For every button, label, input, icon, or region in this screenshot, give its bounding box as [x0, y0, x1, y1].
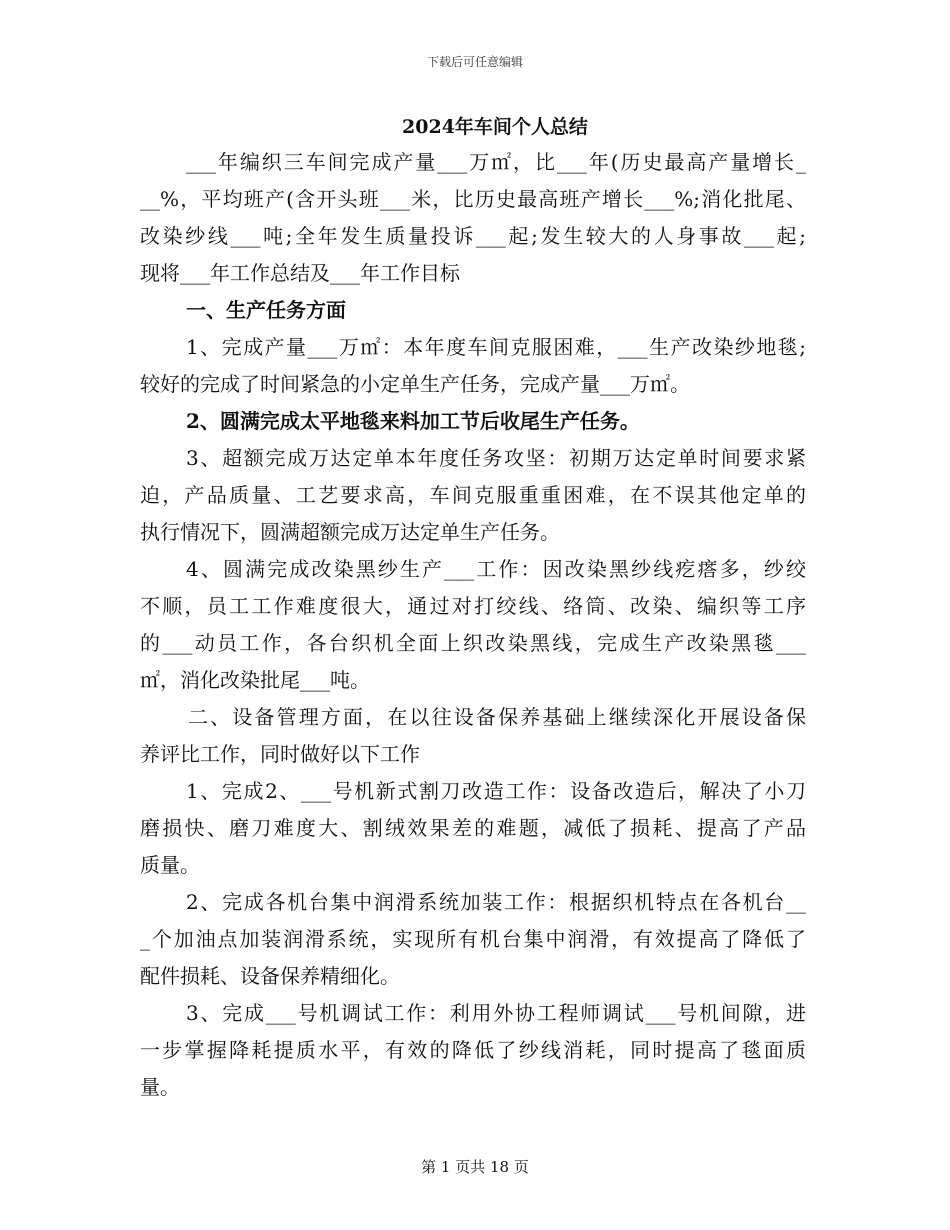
text-line: 迫，产品质量、工艺要求高，车间克服重重困难，在不误其他定单的 [140, 483, 806, 507]
paragraph-item [140, 551, 806, 699]
text-line: 养评比工作，同时做好以下工作 [140, 742, 420, 766]
text-line: __%，平均班产(含开头班___米，比历史最高班产增长___%;消化批尾、 [140, 187, 806, 211]
section-heading: 一、生产任务方面 [186, 298, 346, 322]
text-line: 量。 [140, 1075, 180, 1099]
text-line: _个加油点加装润滑系统，实现所有机台集中润滑，有效提高了降低了 [140, 927, 806, 951]
section-equipment [140, 699, 806, 773]
text-line: 4、圆满完成改染黑纱生产___工作：因改染黑纱线疙瘩多，纱绞 [186, 557, 806, 581]
paragraph-item [140, 995, 806, 1106]
section-heading-production [140, 292, 806, 329]
text-line: ㎡，消化改染批尾___吨。 [140, 668, 370, 692]
paragraph-item [140, 773, 806, 884]
text-line: 二、设备管理方面，在以往设备保养基础上继续深化开展设备保 [188, 705, 806, 729]
text-line: 2、完成各机台集中润滑系统加装工作：根据织机特点在各机台__ [186, 890, 806, 914]
text-line: 配件损耗、设备保养精细化。 [140, 964, 400, 988]
text-line: 一步掌握降耗提质水平，有效的降低了纱线消耗，同时提高了毯面质 [140, 1038, 806, 1062]
text-line: 1、完成2、___号机新式割刀改造工作：设备改造后，解决了小刀 [186, 779, 806, 803]
paragraph-item [140, 884, 806, 995]
text-line: 改染纱线___吨;全年发生质量投诉___起;发生较大的人身事故___起; [140, 224, 806, 248]
document-body [140, 144, 806, 1106]
paragraph-item-bold [140, 403, 806, 440]
text-line: 3、超额完成万达定单本年度任务攻坚：初期万达定单时间要求紧 [186, 446, 806, 470]
header-note: 下载后可任意编辑 [426, 55, 523, 69]
text-line: 质量。 [140, 853, 200, 877]
page-number: 第 1 页共 18 页 [421, 1158, 529, 1176]
paragraph-item [140, 440, 806, 551]
text-line: 现将___年工作总结及___年工作目标 [140, 261, 460, 285]
paragraph-item [140, 329, 806, 403]
text-line: 1、完成产量___万㎡：本年度车间克服困难，___生产改染纱地毯; [186, 335, 806, 359]
text-line: 2、圆满完成太平地毯来料加工节后收尾生产任务。 [186, 409, 640, 433]
text-line: 较好的完成了时间紧急的小定单生产任务，完成产量___万㎡。 [140, 372, 690, 396]
text-line: 磨损快、磨刀难度大、割绒效果差的难题，减低了损耗、提高了产品 [140, 816, 806, 840]
text-line: 的___动员工作，各台织机全面上织改染黑线，完成生产改染黑毯___ [140, 631, 806, 655]
text-line: 不顺，员工工作难度很大，通过对打绞线、络筒、改染、编织等工序 [140, 594, 806, 618]
document-title: 2024年车间个人总结 [402, 116, 588, 138]
paragraph-intro [140, 144, 806, 292]
text-line: 3、完成___号机调试工作：利用外协工程师调试___号机间隙，进 [186, 1001, 806, 1025]
text-line: ___年编织三车间完成产量___万㎡，比___年(历史最高产量增长_ [186, 150, 806, 174]
text-line: 执行情况下，圆满超额完成万达定单生产任务。 [140, 520, 560, 544]
